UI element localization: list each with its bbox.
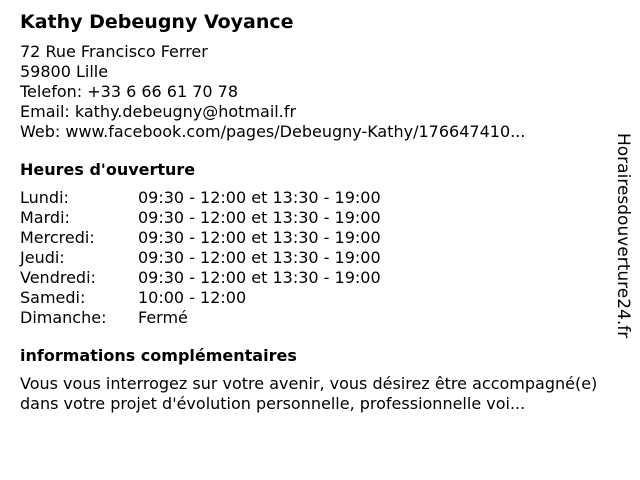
- hours-day: Vendredi:: [20, 268, 96, 287]
- hours-row-friday: [20, 268, 610, 288]
- hours-time: 09:30 - 12:00 et 13:30 - 19:00: [138, 228, 381, 247]
- hours-time: 09:30 - 12:00 et 13:30 - 19:00: [138, 188, 381, 207]
- opening-hours-table: [20, 188, 610, 328]
- hours-day: Mercredi:: [20, 228, 95, 247]
- hours-day: Samedi:: [20, 288, 86, 307]
- hours-row-wednesday: [20, 228, 610, 248]
- business-card: [20, 10, 610, 414]
- additional-info-title: informations complémentaires: [20, 346, 297, 365]
- hours-day: Mardi:: [20, 208, 70, 227]
- hours-day: Dimanche:: [20, 308, 107, 327]
- additional-info-text: Vous vous interrogez sur votre avenir, vous désirez être accompagné(e) dans votre projet d'évolution personnelle, professionnelle voi...: [20, 374, 598, 413]
- opening-hours-title: Heures d'ouverture: [20, 160, 196, 179]
- hours-row-sunday: [20, 308, 610, 328]
- hours-time: Fermé: [138, 308, 188, 327]
- hours-day: Jeudi:: [20, 248, 65, 267]
- site-watermark: Horairesdouverture24.fr: [613, 133, 633, 339]
- hours-day: Lundi:: [20, 188, 69, 207]
- hours-time: 09:30 - 12:00 et 13:30 - 19:00: [138, 208, 381, 227]
- hours-row-tuesday: [20, 208, 610, 228]
- email-line: Email: kathy.debeugny@hotmail.fr: [20, 102, 297, 121]
- address-line-1: 72 Rue Francisco Ferrer: [20, 42, 208, 61]
- hours-time: 10:00 - 12:00: [138, 288, 247, 307]
- hours-row-saturday: [20, 288, 610, 308]
- hours-time: 09:30 - 12:00 et 13:30 - 19:00: [138, 268, 381, 287]
- hours-row-monday: [20, 188, 610, 208]
- hours-row-thursday: [20, 248, 610, 268]
- business-name: Kathy Debeugny Voyance: [20, 11, 294, 33]
- website-line: Web: www.facebook.com/pages/Debeugny-Kathy/176647410...: [20, 122, 526, 141]
- phone-line: Telefon: +33 6 66 61 70 78: [20, 82, 239, 101]
- hours-time: 09:30 - 12:00 et 13:30 - 19:00: [138, 248, 381, 267]
- address-line-2: 59800 Lille: [20, 62, 109, 81]
